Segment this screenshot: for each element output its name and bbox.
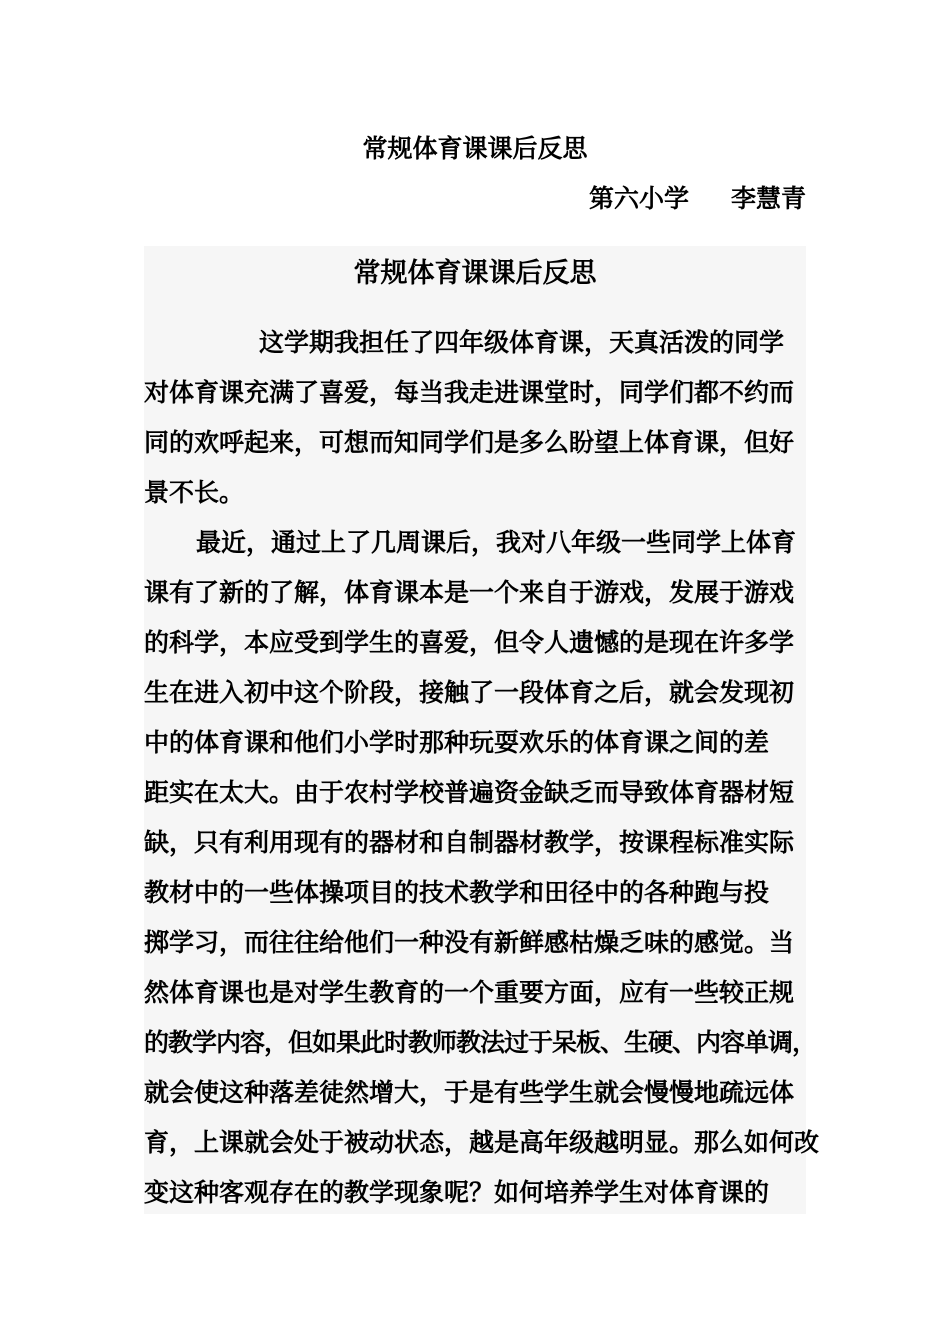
paragraph-line: 变这种客观存在的教学现象呢？如何培养学生对体育课的 (144, 1178, 770, 1207)
school-name: 第六小学 (588, 184, 689, 213)
paragraph-line: 的教学内容，但如果此时教师教法过于呆板、生硬、内容单调， (144, 1028, 817, 1057)
author-name: 李慧青 (730, 184, 806, 213)
paragraph-line: 生在进入初中这个阶段，接触了一段体育之后，就会发现初 (144, 678, 795, 707)
article-panel (144, 246, 820, 1214)
paragraph-line: 然体育课也是对学生教育的一个重要方面，应有一些较正规 (144, 978, 795, 1007)
paragraph-line: 同的欢呼起来，可想而知同学们是多么盼望上体育课，但好 (144, 428, 795, 457)
paragraph-line: 中的体育课和他们小学时那种玩耍欢乐的体育课之间的差 (144, 728, 770, 757)
paragraph-line: 对体育课充满了喜爱，每当我走进课堂时，同学们都不约而 (144, 378, 795, 407)
paragraph-line: 距实在太大。由于农村学校普遍资金缺乏而导致体育器材短 (144, 778, 795, 807)
paragraph-line: 课有了新的了解，体育课本是一个来自于游戏，发展于游戏 (144, 578, 795, 607)
paragraph-line: 缺，只有利用现有的器材和自制器材教学，按课程标准实际 (144, 828, 795, 857)
author-line (589, 182, 806, 216)
paragraph-line: 最近，通过上了几周课后，我对八年级一些同学上体育 (196, 528, 797, 557)
paragraph-line: 这学期我担任了四年级体育课，天真活泼的同学 (259, 328, 785, 357)
paragraph-line: 就会使这种落差徒然增大，于是有些学生就会慢慢地疏远体 (144, 1078, 795, 1107)
paragraph-line: 景不长。 (144, 478, 245, 507)
paragraph-line: 教材中的一些体操项目的技术教学和田径中的各种跑与投 (144, 878, 770, 907)
paragraph-line: 掷学习，而往往给他们一种没有新鲜感枯燥乏味的感觉。当 (144, 928, 795, 957)
paragraph-line: 的科学，本应受到学生的喜爱，但令人遗憾的是现在许多学 (144, 628, 795, 657)
article-title: 常规体育课课后反思 (353, 258, 597, 289)
paragraph-line: 育，上课就会处于被动状态，越是高年级越明显。那么如何改 (144, 1128, 820, 1157)
document-title: 常规体育课课后反思 (362, 134, 588, 163)
